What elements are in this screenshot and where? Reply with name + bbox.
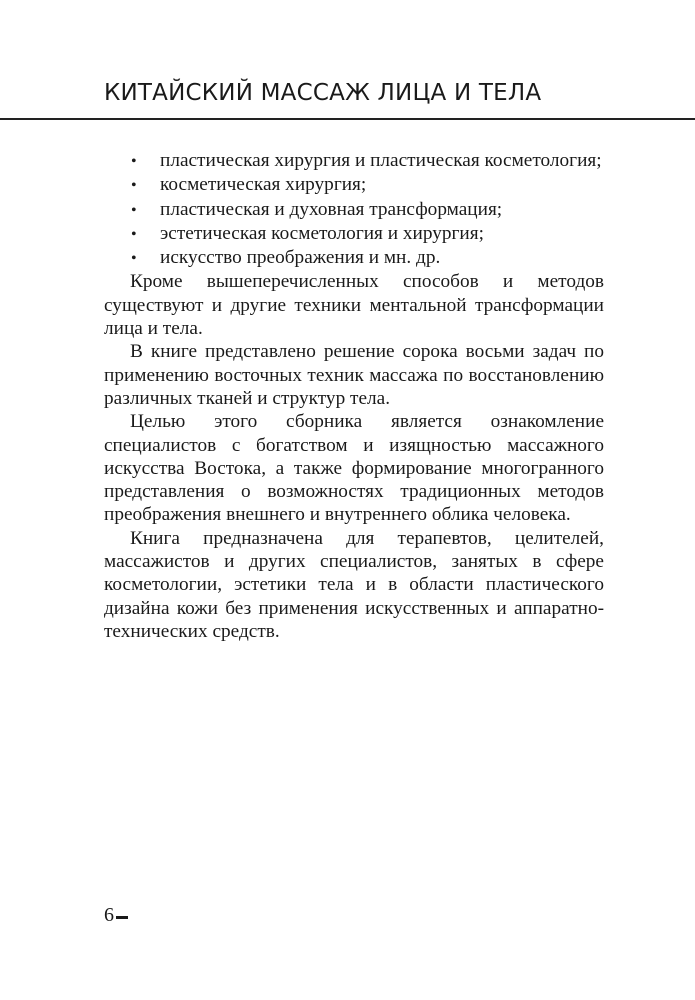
paragraph: Целью этого сборника является ознакомление специалистов с богатством и изящностью массажного искусства Востока, а также формирование многогранного представления о возможностях традиционных методов преображения внешнего и внутреннего облика человека. bbox=[104, 411, 604, 526]
list-item bbox=[104, 222, 604, 246]
bullet-marker: • bbox=[131, 201, 137, 219]
paragraph: Книга предназначена для терапевтов, целителей, массажистов и других специалистов, занятых в сфере косметологии, эстетики тела и в области пластического дизайна кожи без применения искусственных и аппаратно-технических средств. bbox=[104, 527, 604, 642]
bullet-marker: • bbox=[131, 177, 137, 195]
header-rule bbox=[0, 118, 695, 120]
list-item bbox=[104, 198, 604, 222]
list-item-text: пластическая и духовная трансформация; bbox=[160, 198, 503, 220]
bullet-marker: • bbox=[131, 225, 137, 243]
bullet-marker: • bbox=[131, 250, 137, 268]
list-item bbox=[104, 149, 604, 173]
list-item-text: искусство преображения и мн. др. bbox=[160, 247, 441, 269]
list-item-text: пластическая хирургия и пластическая косметология; bbox=[160, 150, 602, 171]
running-header-title: КИТАЙСКИЙ МАССАЖ ЛИЦА И ТЕЛА bbox=[104, 80, 542, 106]
page-number: 6 bbox=[104, 904, 114, 926]
page-number-dash bbox=[116, 916, 128, 919]
paragraph: Кроме вышеперечисленных способов и методов существуют и другие техники ментальной трансформации лица и тела. bbox=[104, 271, 604, 340]
page-body bbox=[104, 149, 604, 643]
list-item bbox=[104, 173, 604, 197]
bullet-list bbox=[104, 149, 604, 270]
bullet-marker: • bbox=[131, 153, 137, 170]
list-item-text: эстетическая косметология и хирургия; bbox=[160, 222, 484, 244]
paragraph: В книге представлено решение сорока восьми задач по применению восточных техник массажа по восстановлению различных тканей и структур тела. bbox=[104, 341, 604, 409]
list-item-text: косметическая хирургия; bbox=[160, 174, 367, 196]
list-item bbox=[104, 246, 604, 270]
